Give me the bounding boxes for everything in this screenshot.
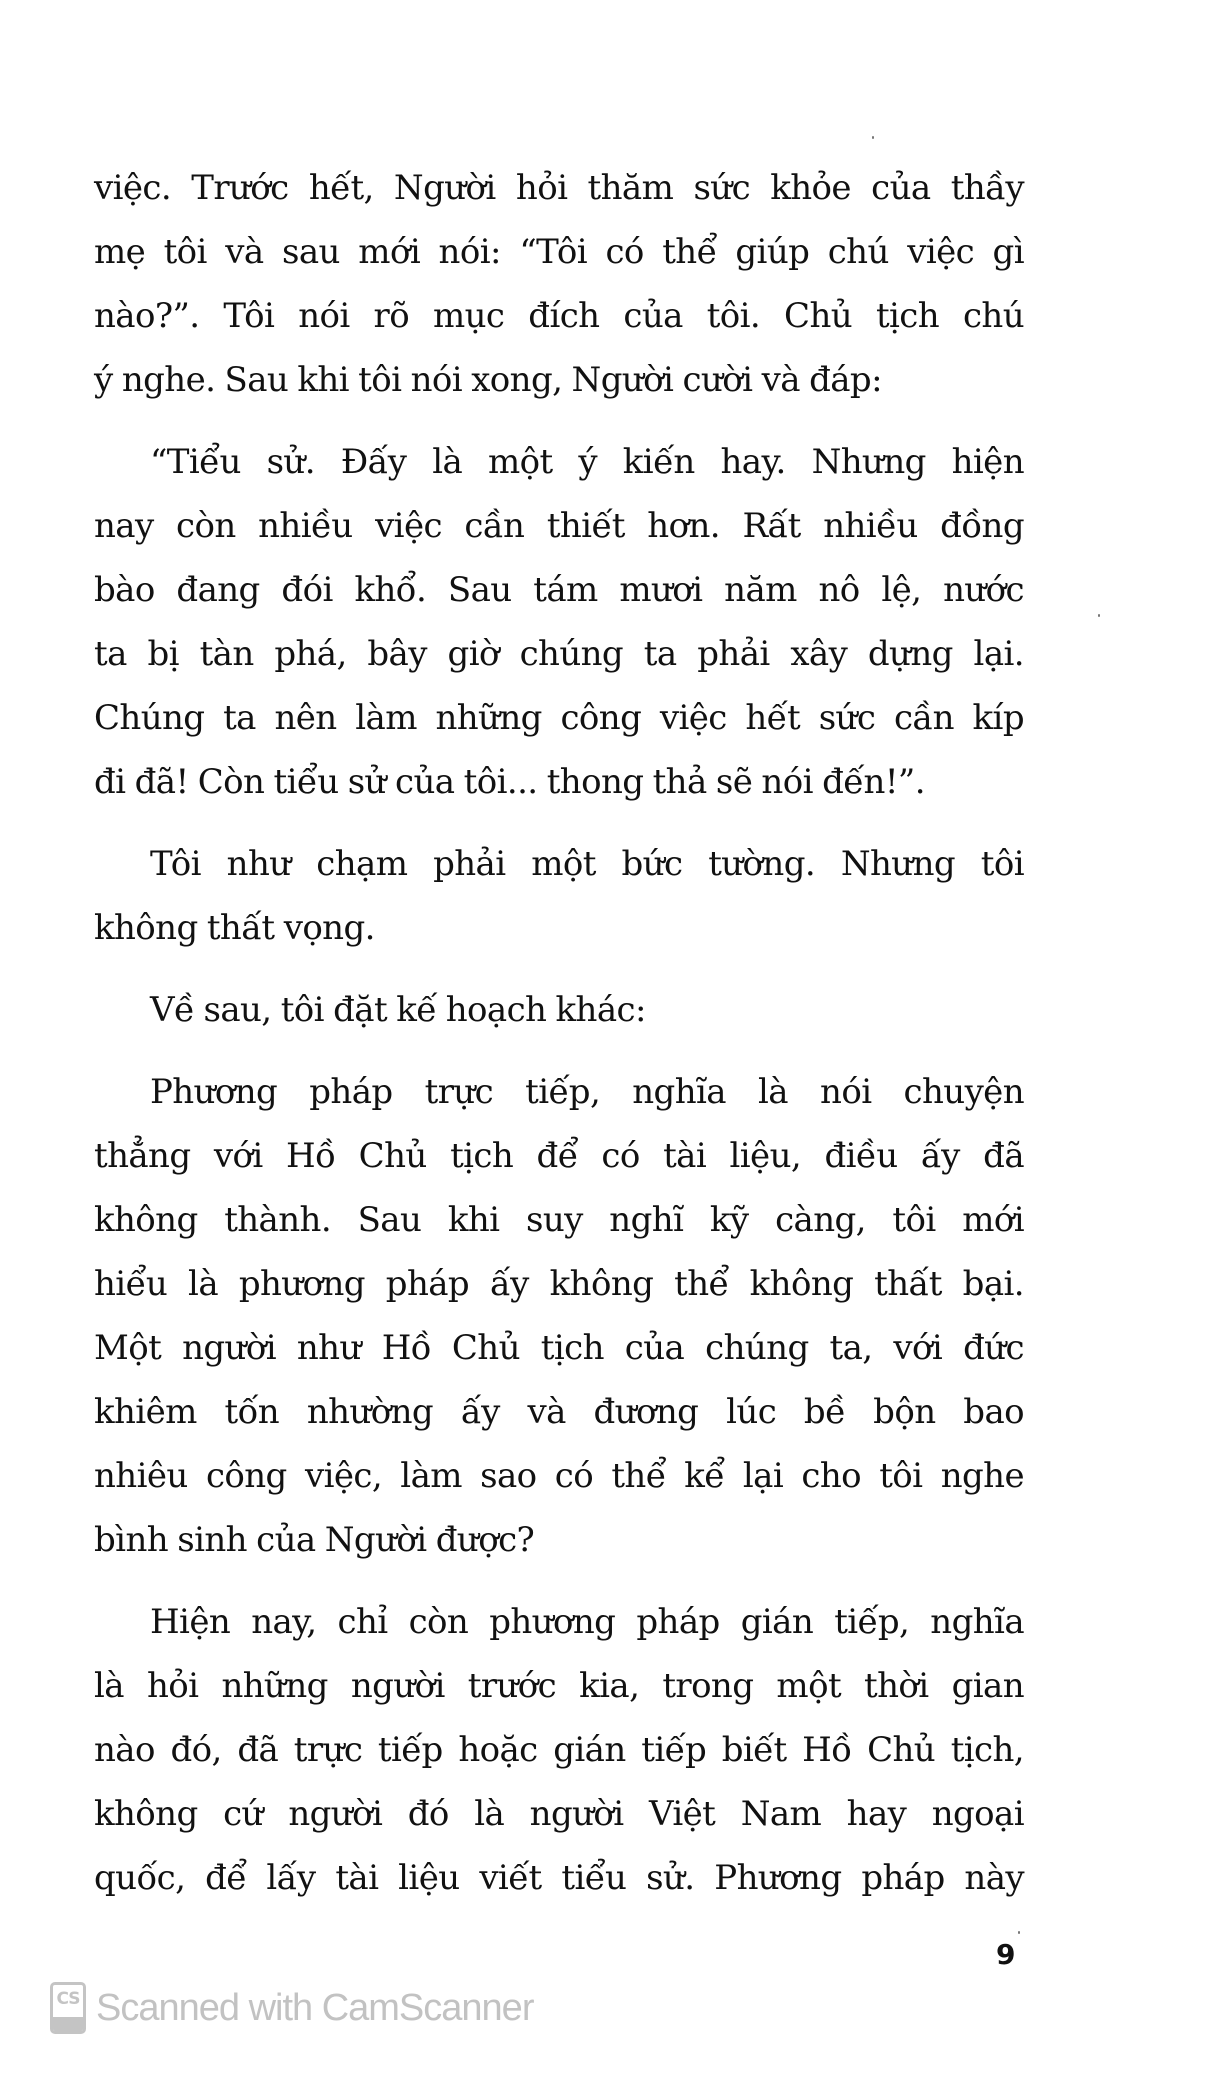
text-line: nay còn nhiều việc cần thiết hơn. Rất nhiều đồng — [94, 506, 1024, 546]
text-line: hiểu là phương pháp ấy không thể không thất bại. — [94, 1264, 1024, 1304]
page-number: 9 — [996, 1938, 1016, 1971]
text-line: bình sinh của Người được? — [94, 1520, 535, 1560]
text-line: ta bị tàn phá, bây giờ chúng ta phải xây dựng lại. — [94, 634, 1024, 674]
paragraph — [94, 1590, 1024, 1910]
text-line: khiêm tốn nhường ấy và đương lúc bề bộn bao — [94, 1392, 1024, 1432]
text-line: mẹ tôi và sau mới nói: “Tôi có thể giúp chú việc gì — [94, 232, 1024, 272]
text-line: bào đang đói khổ. Sau tám mươi năm nô lệ, nước — [94, 570, 1024, 610]
camscanner-logo-band — [53, 2017, 83, 2031]
paragraph — [94, 156, 1024, 412]
scan-speck — [1018, 1931, 1020, 1934]
text-line: đi đã! Còn tiểu sử của tôi... thong thả sẽ nói đến!”. — [94, 762, 925, 802]
text-line: không thất vọng. — [94, 908, 375, 948]
book-page-body — [94, 156, 1024, 1928]
text-line: ý nghe. Sau khi tôi nói xong, Người cười và đáp: — [94, 360, 882, 400]
text-line: việc. Trước hết, Người hỏi thăm sức khỏe của thầy — [94, 168, 1024, 208]
paragraph — [94, 430, 1024, 814]
text-line: không thành. Sau khi suy nghĩ kỹ càng, tôi mới — [94, 1200, 1024, 1240]
paragraph — [94, 1060, 1024, 1572]
paragraph — [94, 978, 1024, 1042]
text-line: Phương pháp trực tiếp, nghĩa là nói chuyện — [150, 1072, 1024, 1112]
paragraph — [94, 832, 1024, 960]
scan-speck — [872, 136, 874, 139]
text-line: không cứ người đó là người Việt Nam hay ngoại — [94, 1794, 1024, 1834]
camscanner-watermark — [50, 1982, 533, 2034]
text-line: “Tiểu sử. Đấy là một ý kiến hay. Nhưng hiện — [150, 442, 1024, 482]
watermark-text: Scanned with CamScanner — [96, 1986, 534, 2029]
text-line: nào đó, đã trực tiếp hoặc gián tiếp biết Hồ Chủ tịch, — [94, 1730, 1024, 1770]
text-line: Hiện nay, chỉ còn phương pháp gián tiếp, nghĩa — [150, 1602, 1024, 1642]
scan-speck — [1098, 614, 1100, 617]
text-line: Chúng ta nên làm những công việc hết sức cần kíp — [94, 698, 1024, 738]
camscanner-logo-icon — [50, 1982, 86, 2034]
text-line: Tôi như chạm phải một bức tường. Nhưng tôi — [150, 844, 1024, 884]
camscanner-logo-text: CS — [56, 1989, 80, 2009]
text-line: thẳng với Hồ Chủ tịch để có tài liệu, điều ấy đã — [94, 1136, 1024, 1176]
text-line: Một người như Hồ Chủ tịch của chúng ta, với đức — [94, 1328, 1024, 1368]
text-line: là hỏi những người trước kia, trong một thời gian — [94, 1666, 1024, 1706]
text-line: nhiêu công việc, làm sao có thể kể lại cho tôi nghe — [94, 1456, 1024, 1496]
text-line: Về sau, tôi đặt kế hoạch khác: — [150, 990, 646, 1030]
text-line: nào?”. Tôi nói rõ mục đích của tôi. Chủ tịch chú — [94, 296, 1024, 336]
text-line: quốc, để lấy tài liệu viết tiểu sử. Phương pháp này — [94, 1858, 1024, 1898]
